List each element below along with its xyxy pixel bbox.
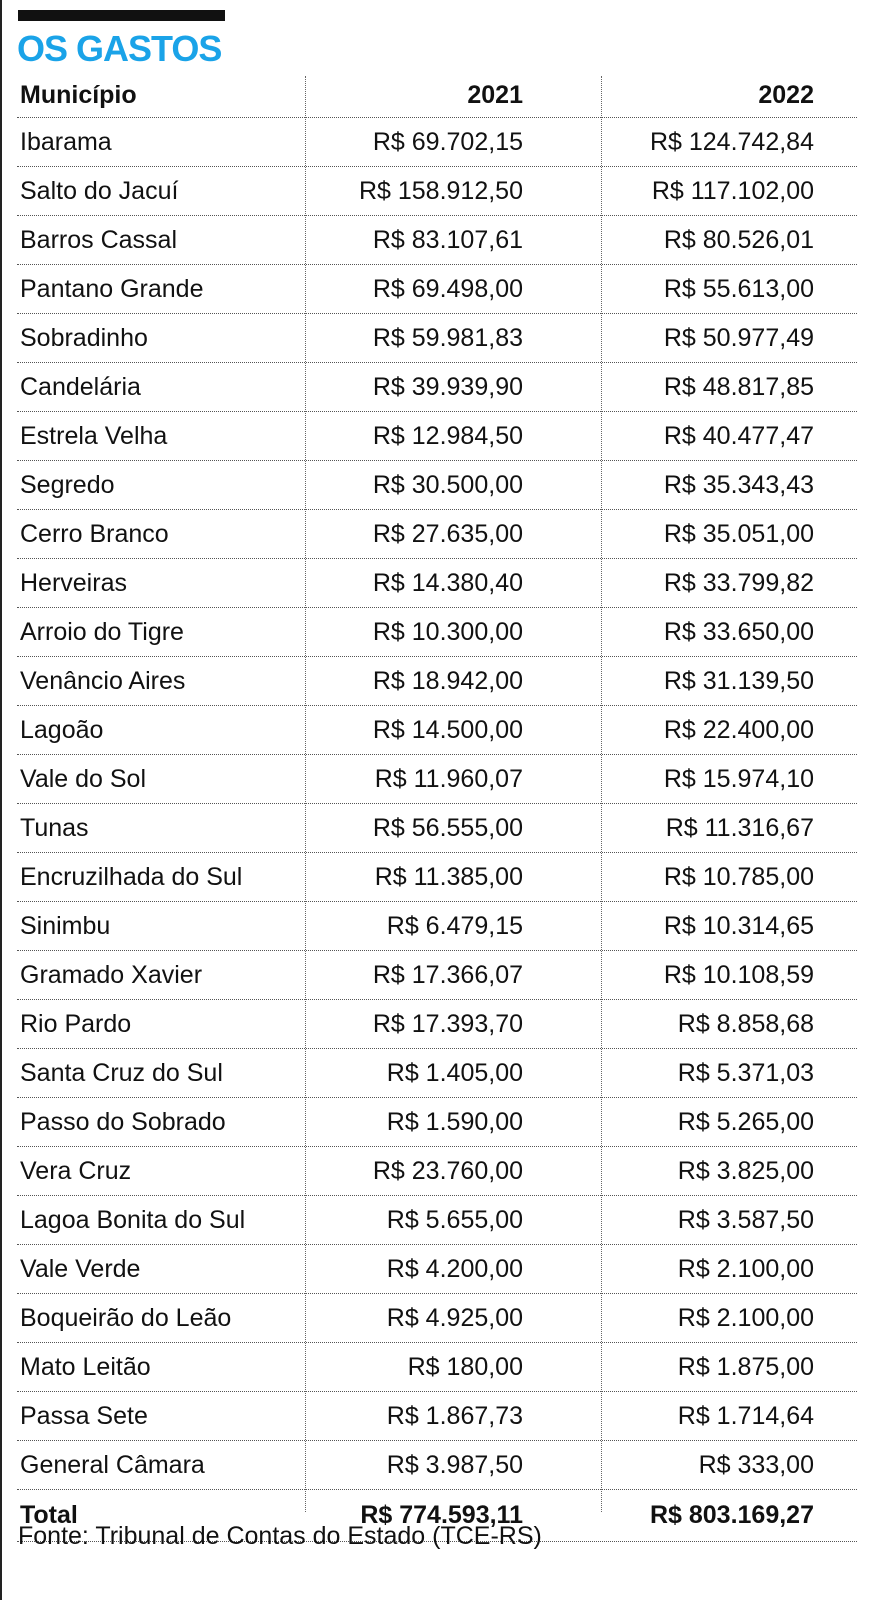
value-2022-cell: R$ 55.613,00 xyxy=(663,275,814,303)
table-row xyxy=(17,1196,857,1245)
total-2021: R$ 774.593,11 xyxy=(360,1501,523,1529)
table-row xyxy=(17,461,857,510)
value-2022-cell: R$ 11.316,67 xyxy=(665,814,814,842)
value-2022-cell: R$ 40.477,47 xyxy=(663,422,814,450)
header-2022: 2022 xyxy=(758,81,814,109)
table-row xyxy=(17,1441,857,1490)
value-2022-cell: R$ 1.875,00 xyxy=(677,1353,814,1381)
value-2022-cell: R$ 333,00 xyxy=(698,1451,814,1479)
value-2021-cell: R$ 4.925,00 xyxy=(386,1304,523,1332)
municipio-cell: Boqueirão do Leão xyxy=(20,1304,232,1332)
value-2021-cell: R$ 1.590,00 xyxy=(386,1108,523,1136)
value-2022-cell: R$ 117.102,00 xyxy=(651,177,814,205)
table-row xyxy=(17,1294,857,1343)
value-2021-cell: R$ 56.555,00 xyxy=(372,814,523,842)
table-row xyxy=(17,608,857,657)
value-2022-cell: R$ 2.100,00 xyxy=(677,1255,814,1283)
value-2022-cell: R$ 8.858,68 xyxy=(677,1010,814,1038)
total-2022: R$ 803.169,27 xyxy=(649,1501,814,1529)
total-label: Total xyxy=(20,1501,78,1529)
value-2021-cell: R$ 27.635,00 xyxy=(372,520,523,548)
municipio-cell: Santa Cruz do Sul xyxy=(20,1059,223,1087)
table-row xyxy=(17,657,857,706)
value-2022-cell: R$ 35.051,00 xyxy=(663,520,814,548)
table-body xyxy=(17,118,857,1490)
value-2022-cell: R$ 22.400,00 xyxy=(663,716,814,744)
table-row xyxy=(17,216,857,265)
table-row xyxy=(17,706,857,755)
value-2021-cell: R$ 39.939,90 xyxy=(372,373,523,401)
source-note: Fonte: Tribunal de Contas do Estado (TCE-RS) xyxy=(18,1522,542,1550)
value-2022-cell: R$ 5.371,03 xyxy=(677,1059,814,1087)
municipio-cell: Herveiras xyxy=(20,569,127,597)
municipio-cell: Vale do Sol xyxy=(20,765,147,793)
municipio-cell: Passa Sete xyxy=(20,1402,148,1430)
table-row xyxy=(17,167,857,216)
value-2021-cell: R$ 158.912,50 xyxy=(358,177,523,205)
municipio-cell: Sinimbu xyxy=(20,912,111,940)
value-2022-cell: R$ 31.139,50 xyxy=(663,667,814,695)
value-2021-cell: R$ 30.500,00 xyxy=(372,471,523,499)
table-row xyxy=(17,510,857,559)
value-2021-cell: R$ 17.366,07 xyxy=(372,961,523,989)
value-2021-cell: R$ 83.107,61 xyxy=(372,226,523,254)
municipio-cell: Arroio do Tigre xyxy=(20,618,184,646)
municipio-cell: Passo do Sobrado xyxy=(20,1108,226,1136)
municipio-cell: Mato Leitão xyxy=(20,1353,151,1381)
table-row xyxy=(17,1245,857,1294)
municipio-cell: Tunas xyxy=(20,814,89,842)
municipio-cell: Estrela Velha xyxy=(20,422,168,450)
table-row xyxy=(17,1147,857,1196)
value-2021-cell: R$ 6.479,15 xyxy=(386,912,523,940)
table-row xyxy=(17,118,857,167)
value-2021-cell: R$ 14.500,00 xyxy=(372,716,523,744)
municipio-cell: Candelária xyxy=(20,373,141,401)
value-2021-cell: R$ 11.960,07 xyxy=(374,765,523,793)
municipio-cell: Encruzilhada do Sul xyxy=(20,863,243,891)
value-2021-cell: R$ 12.984,50 xyxy=(372,422,523,450)
left-margin-rule xyxy=(0,0,2,1600)
value-2022-cell: R$ 33.799,82 xyxy=(663,569,814,597)
value-2021-cell: R$ 69.498,00 xyxy=(372,275,523,303)
value-2021-cell: R$ 5.655,00 xyxy=(386,1206,523,1234)
value-2021-cell: R$ 1.405,00 xyxy=(386,1059,523,1087)
table-row xyxy=(17,314,857,363)
value-2022-cell: R$ 80.526,01 xyxy=(663,226,814,254)
municipio-cell: Segredo xyxy=(20,471,115,499)
value-2022-cell: R$ 33.650,00 xyxy=(663,618,814,646)
table-row xyxy=(17,412,857,461)
page-title: OS GASTOS xyxy=(17,28,222,69)
municipio-cell: General Câmara xyxy=(20,1451,205,1479)
municipio-cell: Venâncio Aires xyxy=(20,667,186,695)
value-2021-cell: R$ 180,00 xyxy=(407,1353,523,1381)
value-2021-cell: R$ 59.981,83 xyxy=(372,324,523,352)
table-row xyxy=(17,755,857,804)
municipio-cell: Lagoão xyxy=(20,716,104,744)
table-row xyxy=(17,853,857,902)
value-2022-cell: R$ 2.100,00 xyxy=(677,1304,814,1332)
value-2022-cell: R$ 3.825,00 xyxy=(677,1157,814,1185)
title-top-bar xyxy=(18,10,225,21)
table-row xyxy=(17,559,857,608)
value-2022-cell: R$ 5.265,00 xyxy=(677,1108,814,1136)
value-2022-cell: R$ 10.314,65 xyxy=(663,912,814,940)
municipio-cell: Gramado Xavier xyxy=(20,961,203,989)
table-row xyxy=(17,363,857,412)
expenses-table xyxy=(17,74,857,1542)
value-2022-cell: R$ 3.587,50 xyxy=(677,1206,814,1234)
value-2022-cell: R$ 10.108,59 xyxy=(663,961,814,989)
municipio-cell: Rio Pardo xyxy=(20,1010,132,1038)
municipio-cell: Lagoa Bonita do Sul xyxy=(20,1206,246,1234)
municipio-cell: Sobradinho xyxy=(20,324,148,352)
municipio-cell: Vale Verde xyxy=(20,1255,141,1283)
table-row xyxy=(17,1098,857,1147)
municipio-cell: Barros Cassal xyxy=(20,226,177,254)
value-2021-cell: R$ 17.393,70 xyxy=(372,1010,523,1038)
value-2021-cell: R$ 3.987,50 xyxy=(386,1451,523,1479)
value-2021-cell: R$ 10.300,00 xyxy=(372,618,523,646)
municipio-cell: Ibarama xyxy=(20,128,112,156)
value-2022-cell: R$ 48.817,85 xyxy=(663,373,814,401)
table-row xyxy=(17,265,857,314)
table-row xyxy=(17,804,857,853)
value-2021-cell: R$ 4.200,00 xyxy=(386,1255,523,1283)
municipio-cell: Salto do Jacuí xyxy=(20,177,179,205)
table-row xyxy=(17,902,857,951)
value-2021-cell: R$ 11.385,00 xyxy=(374,863,523,891)
value-2021-cell: R$ 18.942,00 xyxy=(372,667,523,695)
value-2022-cell: R$ 1.714,64 xyxy=(677,1402,814,1430)
value-2022-cell: R$ 35.343,43 xyxy=(663,471,814,499)
municipio-cell: Cerro Branco xyxy=(20,520,169,548)
value-2022-cell: R$ 50.977,49 xyxy=(663,324,814,352)
value-2021-cell: R$ 14.380,40 xyxy=(372,569,523,597)
table-row xyxy=(17,1392,857,1441)
table-row xyxy=(17,1049,857,1098)
value-2021-cell: R$ 69.702,15 xyxy=(372,128,523,156)
value-2022-cell: R$ 15.974,10 xyxy=(663,765,814,793)
table-row xyxy=(17,1000,857,1049)
header-2021: 2021 xyxy=(467,81,523,109)
value-2022-cell: R$ 10.785,00 xyxy=(663,863,814,891)
value-2022-cell: R$ 124.742,84 xyxy=(649,128,814,156)
table-row xyxy=(17,1343,857,1392)
municipio-cell: Pantano Grande xyxy=(20,275,204,303)
value-2021-cell: R$ 23.760,00 xyxy=(372,1157,523,1185)
table-row xyxy=(17,951,857,1000)
value-2021-cell: R$ 1.867,73 xyxy=(386,1402,523,1430)
municipio-cell: Vera Cruz xyxy=(20,1157,132,1185)
table-header-row xyxy=(17,74,857,118)
header-municipio: Município xyxy=(20,81,137,109)
